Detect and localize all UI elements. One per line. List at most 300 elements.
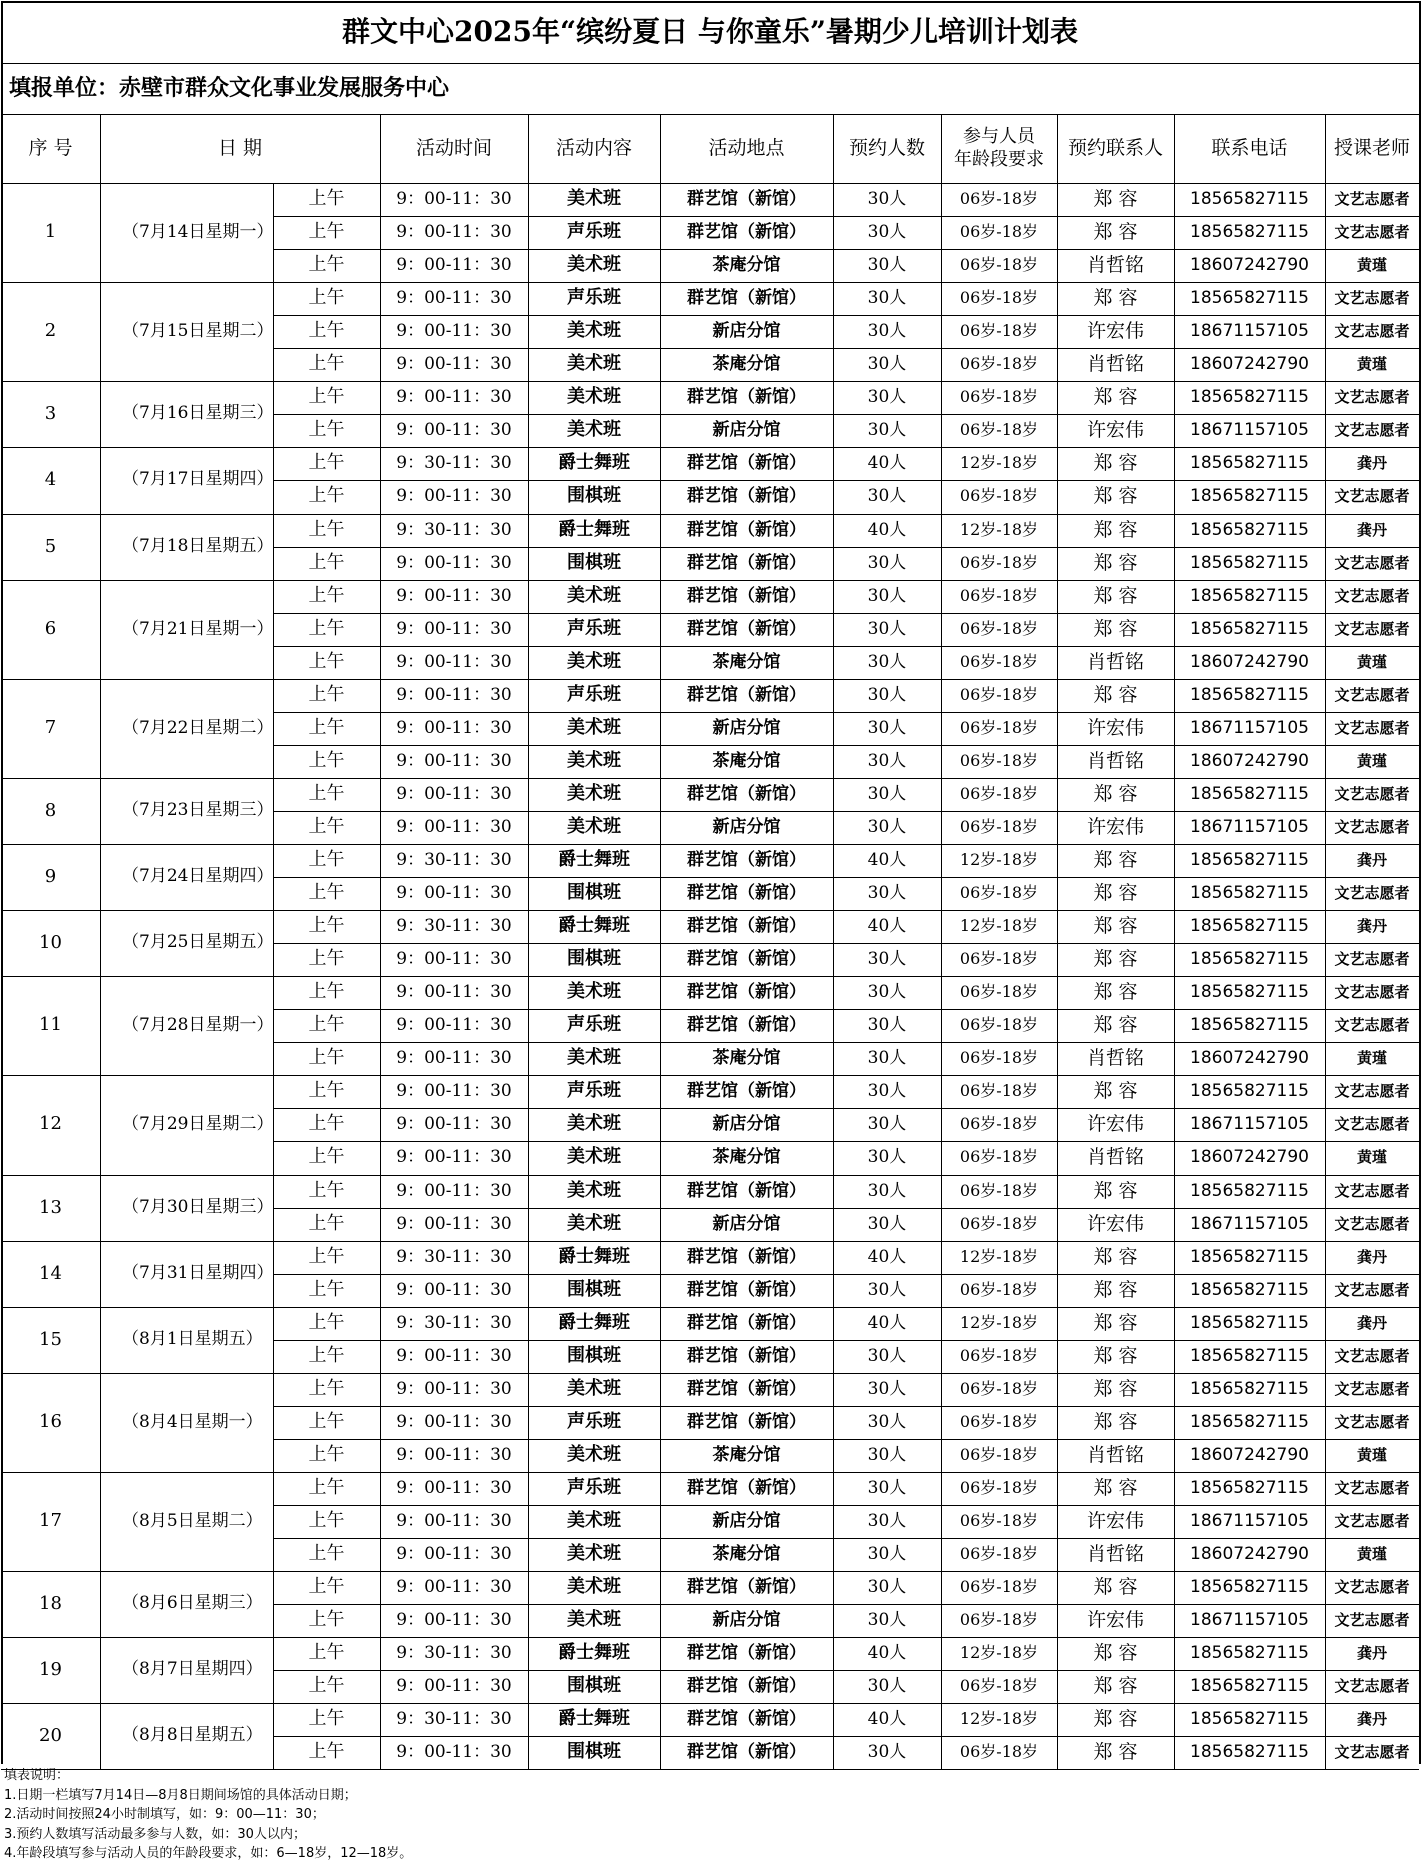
row-quota: 30人 <box>867 1741 907 1762</box>
row-phone: 18607242790 <box>1190 750 1309 771</box>
row-session: 上午 <box>308 254 345 276</box>
row-activity: 美术班 <box>567 1543 621 1565</box>
day-number: 7 <box>44 717 57 739</box>
row-teacher: 文艺志愿者 <box>1334 718 1410 737</box>
row-venue: 群艺馆（新馆） <box>687 981 806 1002</box>
notes-item: 4.年龄段填写参与活动人员的年龄段要求，如：6—18岁，12—18岁。 <box>4 1846 413 1861</box>
row-session: 上午 <box>308 1113 345 1135</box>
day-number: 2 <box>44 320 57 342</box>
row-phone: 18671157105 <box>1190 1113 1309 1134</box>
row-time: 9：00-11：30 <box>396 552 512 573</box>
row-phone: 18565827115 <box>1190 915 1309 936</box>
row-time: 9：00-11：30 <box>396 287 512 308</box>
row-session: 上午 <box>308 552 345 574</box>
row-session: 上午 <box>308 452 345 474</box>
row-quota: 30人 <box>867 684 907 705</box>
day-date: （7月14日星期一） <box>122 221 273 242</box>
notes-item: 2.活动时间按照24小时制填写，如：9：00—11：30； <box>4 1807 325 1822</box>
row-venue: 群艺馆（新馆） <box>687 915 806 936</box>
day-number: 19 <box>39 1658 62 1680</box>
day-number: 12 <box>39 1113 62 1135</box>
row-session: 上午 <box>308 485 345 507</box>
row-age: 06岁-18岁 <box>959 486 1039 506</box>
row-contact: 郑 容 <box>1093 385 1138 408</box>
row-contact: 郑 容 <box>1093 1179 1138 1202</box>
row-session: 上午 <box>308 585 345 607</box>
day-number: 13 <box>39 1196 62 1218</box>
row-venue: 群艺馆（新馆） <box>687 783 806 804</box>
row-quota: 30人 <box>867 1609 907 1630</box>
row-age: 12岁-18岁 <box>959 850 1039 870</box>
row-contact: 许宏伟 <box>1086 716 1144 739</box>
row-quota: 40人 <box>867 915 907 936</box>
row-session: 上午 <box>308 1080 345 1102</box>
row-time: 9：00-11：30 <box>396 1741 512 1762</box>
row-phone: 18565827115 <box>1190 188 1309 209</box>
day-number: 20 <box>39 1724 62 1746</box>
row-teacher: 文艺志愿者 <box>1334 1676 1410 1695</box>
row-contact: 郑 容 <box>1093 1278 1138 1301</box>
row-teacher: 文艺志愿者 <box>1334 288 1410 307</box>
row-contact: 许宏伟 <box>1086 418 1144 441</box>
row-teacher: 龚丹 <box>1356 520 1387 539</box>
row-session: 上午 <box>308 684 345 706</box>
day-date: （7月30日星期三） <box>122 1197 273 1218</box>
notes-heading: 填表说明： <box>4 1768 70 1783</box>
row-phone: 18565827115 <box>1190 386 1309 407</box>
row-time: 9：00-11：30 <box>396 386 512 407</box>
header-contact: 预约联系人 <box>1067 136 1163 159</box>
row-time: 9：00-11：30 <box>396 1113 512 1134</box>
row-venue: 群艺馆（新馆） <box>687 1477 806 1498</box>
row-venue: 群艺馆（新馆） <box>687 1080 806 1101</box>
row-quota: 40人 <box>867 1708 907 1729</box>
row-time: 9：00-11：30 <box>396 1180 512 1201</box>
row-venue: 茶庵分馆 <box>712 750 781 771</box>
row-contact: 肖哲铭 <box>1086 253 1144 276</box>
day-date: （7月24日星期四） <box>122 866 273 887</box>
row-teacher: 龚丹 <box>1356 1709 1387 1728</box>
row-contact: 郑 容 <box>1093 518 1138 541</box>
row-activity: 美术班 <box>567 717 621 739</box>
day-date: （7月29日星期二） <box>122 1113 273 1134</box>
row-age: 06岁-18岁 <box>959 652 1039 672</box>
day-date: （8月1日星期五） <box>122 1329 263 1350</box>
row-teacher: 文艺志愿者 <box>1334 586 1410 605</box>
row-phone: 18607242790 <box>1190 651 1309 672</box>
row-activity: 围棋班 <box>567 1741 621 1763</box>
row-teacher: 文艺志愿者 <box>1334 321 1410 340</box>
row-contact: 郑 容 <box>1093 980 1138 1003</box>
row-age: 06岁-18岁 <box>959 751 1039 771</box>
day-date: （7月28日星期一） <box>122 1014 273 1035</box>
row-quota: 30人 <box>867 717 907 738</box>
row-venue: 群艺馆（新馆） <box>687 1180 806 1201</box>
row-contact: 郑 容 <box>1093 451 1138 474</box>
row-age: 06岁-18岁 <box>959 1511 1039 1531</box>
row-age: 12岁-18岁 <box>959 1247 1039 1267</box>
row-activity: 爵士舞班 <box>558 519 630 541</box>
row-contact: 郑 容 <box>1093 1344 1138 1367</box>
row-age: 06岁-18岁 <box>959 420 1039 440</box>
row-activity: 声乐班 <box>567 1014 621 1036</box>
row-contact: 郑 容 <box>1093 220 1138 243</box>
row-venue: 茶庵分馆 <box>712 1543 781 1564</box>
day-date: （8月8日星期五） <box>122 1725 263 1746</box>
header-age: 参与人员 年龄段要求 <box>954 126 1044 170</box>
row-venue: 群艺馆（新馆） <box>687 485 806 506</box>
row-activity: 美术班 <box>567 1576 621 1598</box>
row-session: 上午 <box>308 188 345 210</box>
row-quota: 30人 <box>867 1080 907 1101</box>
row-session: 上午 <box>308 1411 345 1433</box>
row-phone: 18565827115 <box>1190 948 1309 969</box>
row-quota: 40人 <box>867 452 907 473</box>
row-teacher: 文艺志愿者 <box>1334 1742 1410 1761</box>
row-activity: 围棋班 <box>567 1279 621 1301</box>
row-activity: 爵士舞班 <box>558 452 630 474</box>
row-age: 06岁-18岁 <box>959 387 1039 407</box>
row-quota: 30人 <box>867 419 907 440</box>
row-activity: 围棋班 <box>567 1675 621 1697</box>
row-venue: 新店分馆 <box>712 1213 781 1234</box>
row-teacher: 文艺志愿者 <box>1334 1346 1410 1365</box>
day-number: 17 <box>39 1510 62 1532</box>
row-quota: 30人 <box>867 585 907 606</box>
row-time: 9：00-11：30 <box>396 1047 512 1068</box>
row-contact: 郑 容 <box>1093 187 1138 210</box>
row-time: 9：00-11：30 <box>396 1510 512 1531</box>
row-session: 上午 <box>308 1642 345 1664</box>
row-phone: 18607242790 <box>1190 1444 1309 1465</box>
header-date: 日 期 <box>217 136 263 159</box>
row-teacher: 文艺志愿者 <box>1334 1114 1410 1133</box>
sheet-title: 群文中心2025年“缤纷夏日 与你童乐”暑期少儿培训计划表 <box>342 14 1078 48</box>
row-quota: 40人 <box>867 849 907 870</box>
row-venue: 新店分馆 <box>712 1113 781 1134</box>
day-date: （7月16日星期三） <box>122 403 273 424</box>
row-session: 上午 <box>308 287 345 309</box>
row-age: 12岁-18岁 <box>959 520 1039 540</box>
row-venue: 群艺馆（新馆） <box>687 221 806 242</box>
row-session: 上午 <box>308 1477 345 1499</box>
row-venue: 群艺馆（新馆） <box>687 1642 806 1663</box>
row-phone: 18565827115 <box>1190 981 1309 1002</box>
row-venue: 群艺馆（新馆） <box>687 618 806 639</box>
row-venue: 群艺馆（新馆） <box>687 1741 806 1762</box>
day-number: 9 <box>44 865 57 887</box>
row-venue: 群艺馆（新馆） <box>687 452 806 473</box>
row-contact: 郑 容 <box>1093 1377 1138 1400</box>
row-phone: 18565827115 <box>1190 1708 1309 1729</box>
row-quota: 30人 <box>867 1345 907 1366</box>
row-teacher: 文艺志愿者 <box>1334 982 1410 1001</box>
row-session: 上午 <box>308 717 345 739</box>
day-date: （8月4日星期一） <box>122 1411 263 1432</box>
row-quota: 30人 <box>867 254 907 275</box>
fill-instructions <box>4 1766 1404 1864</box>
row-age: 12岁-18岁 <box>959 1313 1039 1333</box>
row-time: 9：00-11：30 <box>396 1080 512 1101</box>
row-venue: 群艺馆（新馆） <box>687 1345 806 1366</box>
row-contact: 郑 容 <box>1093 1013 1138 1036</box>
row-time: 9：00-11：30 <box>396 948 512 969</box>
row-contact: 郑 容 <box>1093 551 1138 574</box>
row-session: 上午 <box>308 651 345 673</box>
row-contact: 郑 容 <box>1093 484 1138 507</box>
row-time: 9：00-11：30 <box>396 1213 512 1234</box>
row-phone: 18565827115 <box>1190 519 1309 540</box>
row-contact: 许宏伟 <box>1086 1112 1144 1135</box>
row-activity: 美术班 <box>567 188 621 210</box>
row-session: 上午 <box>308 1708 345 1730</box>
row-age: 06岁-18岁 <box>959 619 1039 639</box>
row-session: 上午 <box>308 849 345 871</box>
row-activity: 美术班 <box>567 816 621 838</box>
row-contact: 郑 容 <box>1093 286 1138 309</box>
row-time: 9：30-11：30 <box>396 452 512 473</box>
row-venue: 茶庵分馆 <box>712 353 781 374</box>
row-venue: 群艺馆（新馆） <box>687 386 806 407</box>
row-session: 上午 <box>308 783 345 805</box>
row-venue: 新店分馆 <box>712 419 781 440</box>
row-venue: 群艺馆（新馆） <box>687 188 806 209</box>
row-session: 上午 <box>308 1213 345 1235</box>
row-activity: 美术班 <box>567 981 621 1003</box>
row-age: 06岁-18岁 <box>959 817 1039 837</box>
row-quota: 30人 <box>867 1213 907 1234</box>
row-session: 上午 <box>308 221 345 243</box>
row-teacher: 文艺志愿者 <box>1334 1081 1410 1100</box>
row-time: 9：00-11：30 <box>396 816 512 837</box>
row-activity: 美术班 <box>567 1213 621 1235</box>
row-phone: 18565827115 <box>1190 221 1309 242</box>
row-activity: 美术班 <box>567 651 621 673</box>
row-time: 9：00-11：30 <box>396 684 512 705</box>
row-age: 06岁-18岁 <box>959 288 1039 308</box>
row-age: 06岁-18岁 <box>959 949 1039 969</box>
row-phone: 18671157105 <box>1190 1609 1309 1630</box>
row-venue: 新店分馆 <box>712 1609 781 1630</box>
row-teacher: 龚丹 <box>1356 916 1387 935</box>
day-number: 6 <box>44 618 57 640</box>
row-phone: 18565827115 <box>1190 1279 1309 1300</box>
row-time: 9：00-11：30 <box>396 783 512 804</box>
row-teacher: 黄瑾 <box>1356 255 1387 274</box>
row-phone: 18607242790 <box>1190 1047 1309 1068</box>
row-session: 上午 <box>308 1014 345 1036</box>
row-time: 9：00-11：30 <box>396 1014 512 1035</box>
row-contact: 肖哲铭 <box>1086 650 1144 673</box>
row-activity: 美术班 <box>567 750 621 772</box>
day-number: 10 <box>39 931 62 953</box>
row-session: 上午 <box>308 618 345 640</box>
row-venue: 群艺馆（新馆） <box>687 552 806 573</box>
row-phone: 18671157105 <box>1190 1510 1309 1531</box>
row-session: 上午 <box>308 353 345 375</box>
row-quota: 30人 <box>867 981 907 1002</box>
row-age: 06岁-18岁 <box>959 1081 1039 1101</box>
day-number: 5 <box>44 535 57 557</box>
row-activity: 美术班 <box>567 585 621 607</box>
day-number: 16 <box>39 1411 62 1433</box>
row-quota: 30人 <box>867 1014 907 1035</box>
row-teacher: 文艺志愿者 <box>1334 1610 1410 1629</box>
row-phone: 18607242790 <box>1190 353 1309 374</box>
row-activity: 美术班 <box>567 1378 621 1400</box>
row-contact: 郑 容 <box>1093 782 1138 805</box>
row-quota: 30人 <box>867 188 907 209</box>
row-activity: 美术班 <box>567 783 621 805</box>
row-teacher: 文艺志愿者 <box>1334 1214 1410 1233</box>
row-venue: 群艺馆（新馆） <box>687 849 806 870</box>
row-time: 9：00-11：30 <box>396 1411 512 1432</box>
row-activity: 围棋班 <box>567 1345 621 1367</box>
row-time: 9：00-11：30 <box>396 750 512 771</box>
row-contact: 肖哲铭 <box>1086 1443 1144 1466</box>
row-phone: 18565827115 <box>1190 452 1309 473</box>
row-contact: 许宏伟 <box>1086 1212 1144 1235</box>
row-contact: 许宏伟 <box>1086 1509 1144 1532</box>
row-contact: 肖哲铭 <box>1086 1542 1144 1565</box>
row-venue: 群艺馆（新馆） <box>687 1411 806 1432</box>
row-age: 06岁-18岁 <box>959 1610 1039 1630</box>
row-contact: 许宏伟 <box>1086 815 1144 838</box>
row-quota: 30人 <box>867 1477 907 1498</box>
day-number: 1 <box>44 221 57 243</box>
row-venue: 新店分馆 <box>712 717 781 738</box>
header-quota: 预约人数 <box>848 136 925 159</box>
row-age: 12岁-18岁 <box>959 1643 1039 1663</box>
day-number: 3 <box>44 402 57 424</box>
row-activity: 美术班 <box>567 1180 621 1202</box>
row-time: 9：00-11：30 <box>396 1378 512 1399</box>
row-contact: 郑 容 <box>1093 1476 1138 1499</box>
row-quota: 40人 <box>867 1246 907 1267</box>
row-session: 上午 <box>308 981 345 1003</box>
row-time: 9：00-11：30 <box>396 882 512 903</box>
row-session: 上午 <box>308 1543 345 1565</box>
row-time: 9：00-11：30 <box>396 1675 512 1696</box>
row-activity: 美术班 <box>567 1444 621 1466</box>
row-age: 06岁-18岁 <box>959 1445 1039 1465</box>
notes-item: 1.日期一栏填写7月14日—8月8日期间场馆的具体活动日期； <box>4 1787 357 1803</box>
row-contact: 郑 容 <box>1093 1079 1138 1102</box>
row-time: 9：30-11：30 <box>396 849 512 870</box>
row-time: 9：30-11：30 <box>396 1246 512 1267</box>
row-teacher: 文艺志愿者 <box>1334 420 1410 439</box>
row-contact: 郑 容 <box>1093 683 1138 706</box>
row-age: 06岁-18岁 <box>959 553 1039 573</box>
row-teacher: 文艺志愿者 <box>1334 486 1410 505</box>
header-phone: 联系电话 <box>1211 136 1288 159</box>
row-teacher: 龚丹 <box>1356 1643 1387 1662</box>
row-age: 06岁-18岁 <box>959 1114 1039 1134</box>
row-venue: 群艺馆（新馆） <box>687 519 806 540</box>
row-session: 上午 <box>308 1047 345 1069</box>
row-teacher: 文艺志愿者 <box>1334 619 1410 638</box>
row-teacher: 黄瑾 <box>1356 1048 1387 1067</box>
row-phone: 18607242790 <box>1190 1543 1309 1564</box>
row-contact: 郑 容 <box>1093 848 1138 871</box>
day-date: （7月15日星期二） <box>122 320 273 341</box>
row-age: 06岁-18岁 <box>959 586 1039 606</box>
row-age: 06岁-18岁 <box>959 1412 1039 1432</box>
row-quota: 40人 <box>867 1642 907 1663</box>
day-date: （8月7日星期四） <box>122 1659 263 1680</box>
row-venue: 群艺馆（新馆） <box>687 1708 806 1729</box>
row-age: 06岁-18岁 <box>959 1676 1039 1696</box>
day-date: （7月18日星期五） <box>122 536 273 557</box>
notes-item: 3.预约人数填写活动最多参与人数，如：30人以内； <box>4 1826 306 1842</box>
row-age: 06岁-18岁 <box>959 1214 1039 1234</box>
row-quota: 30人 <box>867 1378 907 1399</box>
row-venue: 群艺馆（新馆） <box>687 287 806 308</box>
row-venue: 群艺馆（新馆） <box>687 1576 806 1597</box>
row-session: 上午 <box>308 816 345 838</box>
row-age: 12岁-18岁 <box>959 916 1039 936</box>
row-time: 9：00-11：30 <box>396 254 512 275</box>
row-session: 上午 <box>308 1312 345 1334</box>
row-activity: 美术班 <box>567 353 621 375</box>
row-contact: 肖哲铭 <box>1086 352 1144 375</box>
row-teacher: 文艺志愿者 <box>1334 1379 1410 1398</box>
row-contact: 郑 容 <box>1093 1707 1138 1730</box>
row-teacher: 文艺志愿者 <box>1334 1015 1410 1034</box>
row-activity: 爵士舞班 <box>558 1708 630 1730</box>
row-age: 06岁-18岁 <box>959 718 1039 738</box>
row-age: 06岁-18岁 <box>959 1379 1039 1399</box>
row-session: 上午 <box>308 1609 345 1631</box>
row-age: 06岁-18岁 <box>959 1181 1039 1201</box>
row-teacher: 黄瑾 <box>1356 1544 1387 1563</box>
row-teacher: 文艺志愿者 <box>1334 1280 1410 1299</box>
row-phone: 18565827115 <box>1190 618 1309 639</box>
row-session: 上午 <box>308 915 345 937</box>
row-time: 9：00-11：30 <box>396 1609 512 1630</box>
header-time: 活动时间 <box>415 136 492 159</box>
day-date: （8月6日星期三） <box>122 1593 263 1614</box>
row-venue: 新店分馆 <box>712 320 781 341</box>
row-phone: 18671157105 <box>1190 717 1309 738</box>
row-quota: 30人 <box>867 386 907 407</box>
header-seq: 序 号 <box>28 136 73 159</box>
row-session: 上午 <box>308 1146 345 1168</box>
row-session: 上午 <box>308 750 345 772</box>
row-activity: 美术班 <box>567 1510 621 1532</box>
row-session: 上午 <box>308 419 345 441</box>
row-activity: 声乐班 <box>567 287 621 309</box>
day-number: 15 <box>39 1328 62 1350</box>
row-activity: 美术班 <box>567 1113 621 1135</box>
day-date: （7月17日星期四） <box>122 469 273 490</box>
row-activity: 爵士舞班 <box>558 915 630 937</box>
row-activity: 爵士舞班 <box>558 1642 630 1664</box>
row-activity: 美术班 <box>567 254 621 276</box>
row-venue: 群艺馆（新馆） <box>687 948 806 969</box>
row-time: 9：30-11：30 <box>396 1312 512 1333</box>
row-teacher: 文艺志愿者 <box>1334 222 1410 241</box>
row-phone: 18565827115 <box>1190 1378 1309 1399</box>
row-phone: 18565827115 <box>1190 585 1309 606</box>
row-age: 06岁-18岁 <box>959 1577 1039 1597</box>
row-time: 9：00-11：30 <box>396 717 512 738</box>
row-quota: 30人 <box>867 651 907 672</box>
row-quota: 40人 <box>867 519 907 540</box>
row-teacher: 文艺志愿者 <box>1334 1412 1410 1431</box>
row-phone: 18565827115 <box>1190 1477 1309 1498</box>
row-phone: 18565827115 <box>1190 485 1309 506</box>
